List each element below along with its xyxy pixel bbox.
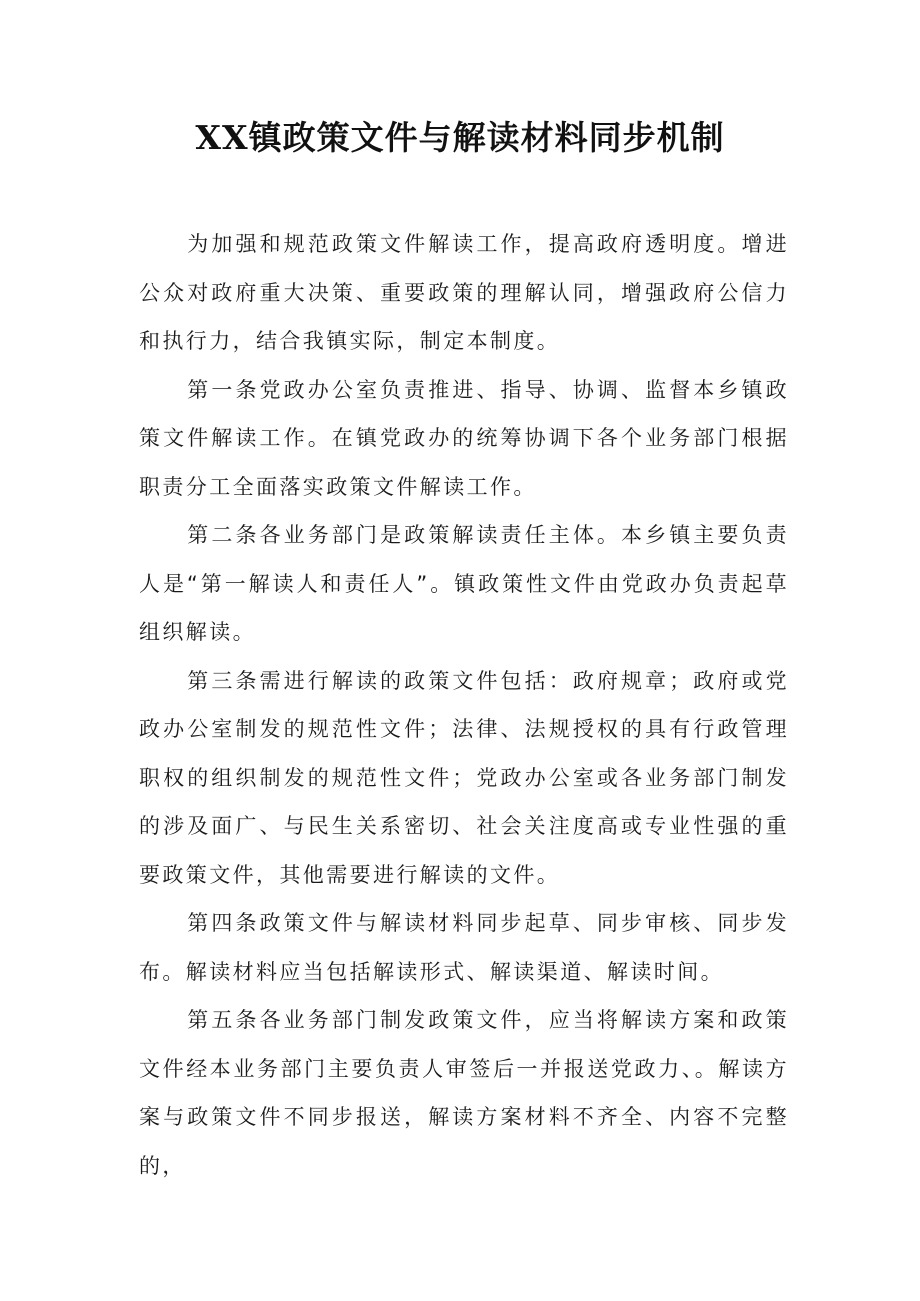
paragraph-article-4: 第四条政策文件与解读材料同步起草、同步审核、同步发布。解读材料应当包括解读形式、解读渠道、解读时间。 xyxy=(139,911,789,984)
paragraph-article-1: 第一条党政办公室负责推进、指导、协调、监督本乡镇政策文件解读工作。在镇党政办的统筹协调下各个业务部门根据职责分工全面落实政策文件解读工作。 xyxy=(139,377,789,499)
paragraph-preamble: 为加强和规范政策文件解读工作，提高政府透明度。增进公众对政府重大决策、重要政策的理解认同，增强政府公信力和执行力，结合我镇实际，制定本制度。 xyxy=(139,232,789,353)
paragraph-article-5: 第五条各业务部门制发政策文件，应当将解读方案和政策文件经本业务部门主要负责人审签后一并报送党政力、。解读方案与政策文件不同步报送，解读方案材料不齐全、内容不完整的， xyxy=(139,1008,789,1178)
paragraph-article-2: 第二条各业务部门是政策解读责任主体。本乡镇主要负责人是“第一解读人和责任人”。镇政策性文件由党政办负责起草组织解读。 xyxy=(139,523,789,644)
document-title: XX镇政策文件与解读材料同步机制 xyxy=(195,118,725,157)
document-body xyxy=(139,220,789,1190)
paragraph-article-3: 第三条需进行解读的政策文件包括：政府规章；政府或党政办公室制发的规范性文件；法律、法规授权的具有行政管理职权的组织制发的规范性文件；党政办公室或各业务部门制发的涉及面广、与民生关系密切、社会关注度高或专业性强的重要政策文件，其他需要进行解读的文件。 xyxy=(139,668,789,887)
